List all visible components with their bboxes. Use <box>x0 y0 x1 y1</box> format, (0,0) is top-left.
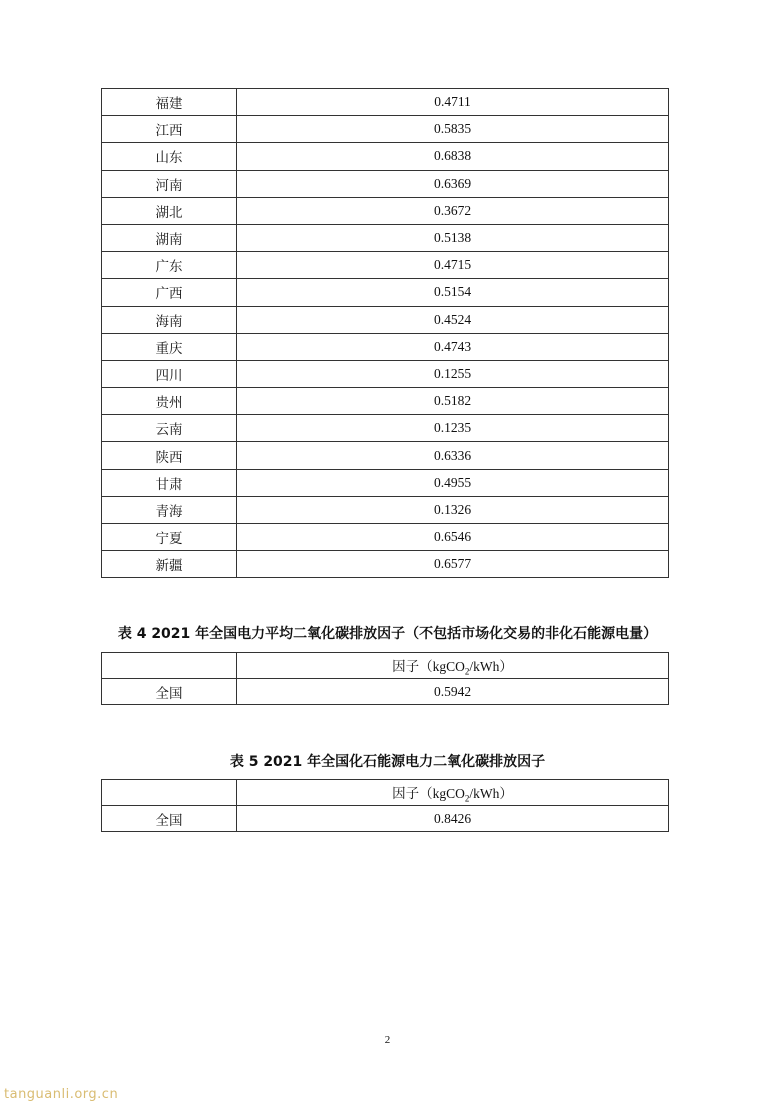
table-header-row <box>102 653 669 679</box>
region-cell: 宁夏 <box>102 524 237 551</box>
region-cell: 海南 <box>102 306 237 333</box>
value-cell: 0.4743 <box>237 333 669 360</box>
table-provincial-factors <box>101 88 669 578</box>
value-cell: 0.6336 <box>237 442 669 469</box>
table-row <box>102 496 669 523</box>
value-cell: 0.3672 <box>237 197 669 224</box>
value-cell: 0.4524 <box>237 306 669 333</box>
region-cell: 广西 <box>102 279 237 306</box>
table-row <box>102 442 669 469</box>
header-suffix: /kWh） <box>469 658 513 674</box>
table-row <box>102 197 669 224</box>
region-cell: 青海 <box>102 496 237 523</box>
table-row <box>102 224 669 251</box>
value-cell: 0.1326 <box>237 496 669 523</box>
value-cell: 0.4711 <box>237 89 669 116</box>
region-cell: 湖南 <box>102 224 237 251</box>
header-suffix: /kWh） <box>469 785 513 801</box>
region-cell: 四川 <box>102 360 237 387</box>
region-cell: 云南 <box>102 415 237 442</box>
region-cell: 重庆 <box>102 333 237 360</box>
table-row <box>102 360 669 387</box>
value-cell: 0.6546 <box>237 524 669 551</box>
table-body <box>102 89 669 578</box>
header-prefix: 因子（kgCO <box>392 658 465 674</box>
table-row <box>102 252 669 279</box>
value-cell: 0.5138 <box>237 224 669 251</box>
table-row <box>102 170 669 197</box>
table-row <box>102 143 669 170</box>
value-cell: 0.5154 <box>237 279 669 306</box>
value-cell: 0.1255 <box>237 360 669 387</box>
table-row <box>102 679 669 705</box>
table-row <box>102 388 669 415</box>
table-row <box>102 116 669 143</box>
table-5-caption: 表 5 2021 年全国化石能源电力二氧化碳排放因子 <box>229 754 546 770</box>
region-cell: 江西 <box>102 116 237 143</box>
region-cell: 陕西 <box>102 442 237 469</box>
value-cell: 0.6369 <box>237 170 669 197</box>
region-cell: 山东 <box>102 143 237 170</box>
region-cell: 河南 <box>102 170 237 197</box>
value-cell: 0.5182 <box>237 388 669 415</box>
value-cell: 0.5942 <box>237 679 669 705</box>
region-cell: 贵州 <box>102 388 237 415</box>
value-cell: 0.6577 <box>237 551 669 578</box>
table-row <box>102 806 669 832</box>
header-subscript: 2 <box>464 793 470 804</box>
table-row <box>102 306 669 333</box>
header-factor-cell <box>237 780 669 806</box>
region-cell: 湖北 <box>102 197 237 224</box>
region-cell: 新疆 <box>102 551 237 578</box>
table-row <box>102 469 669 496</box>
table-row <box>102 524 669 551</box>
table-row <box>102 551 669 578</box>
table-row <box>102 415 669 442</box>
region-cell: 福建 <box>102 89 237 116</box>
region-cell: 全国 <box>102 679 237 705</box>
region-cell: 全国 <box>102 806 237 832</box>
header-empty-cell <box>102 780 237 806</box>
region-cell: 甘肃 <box>102 469 237 496</box>
value-cell: 0.1235 <box>237 415 669 442</box>
header-subscript: 2 <box>464 666 470 677</box>
table-row <box>102 333 669 360</box>
value-cell: 0.4715 <box>237 252 669 279</box>
value-cell: 0.6838 <box>237 143 669 170</box>
value-cell: 0.5835 <box>237 116 669 143</box>
value-cell: 0.8426 <box>237 806 669 832</box>
table-fossil-factor <box>101 779 669 832</box>
value-cell: 0.4955 <box>237 469 669 496</box>
table-4-caption: 表 4 2021 年全国电力平均二氧化碳排放因子（不包括市场化交易的非化石能源电量） <box>117 626 658 642</box>
watermark: tanguanli.org.cn <box>4 1087 119 1102</box>
header-empty-cell <box>102 653 237 679</box>
region-cell: 广东 <box>102 252 237 279</box>
table-header-row <box>102 780 669 806</box>
table-row <box>102 89 669 116</box>
header-factor-cell <box>237 653 669 679</box>
table-national-average-factor <box>101 652 669 705</box>
table-row <box>102 279 669 306</box>
page-number: 2 <box>384 1034 391 1046</box>
header-prefix: 因子（kgCO <box>392 785 465 801</box>
